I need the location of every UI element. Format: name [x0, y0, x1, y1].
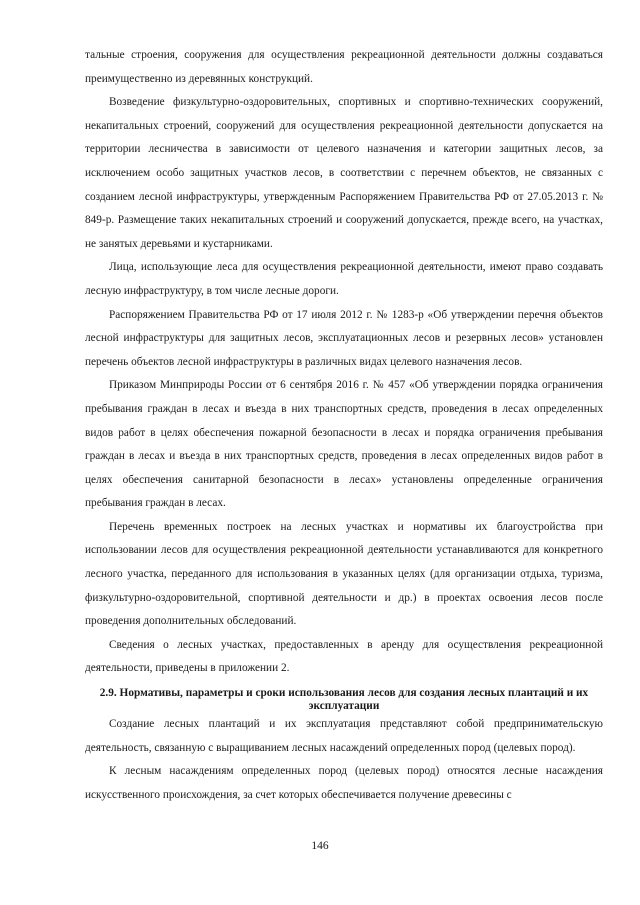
paragraph: Сведения о лесных участках, предоставленных в аренду для осуществления рекреационной деятельности, приведены в приложении 2. [85, 638, 603, 675]
section-heading: 2.9. Нормативы, параметры и сроки использования лесов для создания лесных плантаций и их эксплуатации [99, 687, 589, 713]
paragraph: Лица, использующие леса для осуществления рекреационной деятельности, имеют право создавать лесную инфраструктуру, в том числе лесные дороги. [85, 261, 603, 297]
paragraph: Перечень временных построек на лесных участках и нормативы их благоустройства при использовании лесов для осуществления рекреационной деятельности устанавливаются для конкретного лесного участка, переданного для использования в указанных целях (для организации отдыха, туризма, физкультурно-оздоровительной, спортивной деятельности и др.) в проектах освоения лесов после проведения дополнительных обследований. [85, 520, 603, 628]
paragraph: К лесным насаждениям определенных пород (целевых пород) относятся лесные насаждения искусственного происхождения, за счет которых обеспечивается получение древесины с [85, 765, 603, 801]
paragraph: Распоряжением Правительства РФ от 17 июля 2012 г. № 1283-р «Об утверждении перечня объектов лесной инфраструктуры для защитных лесов, эксплуатационных лесов и резервных лесов» установлен перечень объектов лесной инфраструктуры в различных видах целевого назначения лесов. [85, 308, 603, 368]
paragraph: Возведение физкультурно-оздоровительных, спортивных и спортивно-технических сооружений, некапитальных строений, сооружений для осуществления рекреационной деятельности допускается на территории лесничества в зависимости от целевого назначения и категории защитных лесов, за исключением особо защитных участков лесов, в соответствии с перечнем объектов, не связанных с созданием лесной инфраструктуры, утвержденным Распоряжением Правительства РФ от 27.05.2013 г. № 849-р. Размещение таких некапитальных строений и сооружений допускается, прежде всего, на участках, не занятых деревьями и кустарниками. [85, 96, 603, 250]
paragraph: Создание лесных плантаций и их эксплуатация представляют собой предпринимательскую деятельность, связанную с выращиванием лесных насаждений определенных пород (целевых пород). [85, 718, 603, 754]
paragraph: тальные строения, сооружения для осуществления рекреационной деятельности должны создаваться преимущественно из деревянных конструкций. [85, 49, 603, 85]
page-number: 146 [311, 840, 329, 852]
body-text [85, 44, 603, 807]
paragraph: Приказом Минприроды России от 6 сентября 2016 г. № 457 «Об утверждении порядка ограничения пребывания граждан в лесах и въезда в них транспортных средств, проведения в лесах определенных видов работ в целях обеспечения пожарной безопасности в лесах и порядка ограничения пребывания граждан в лесах и въезда в них транспортных средств, проведения в лесах определенных видов работ в целях обеспечения санитарной безопасности в лесах» установлены определенные ограничения пребывания граждан в лесах. [85, 379, 603, 510]
